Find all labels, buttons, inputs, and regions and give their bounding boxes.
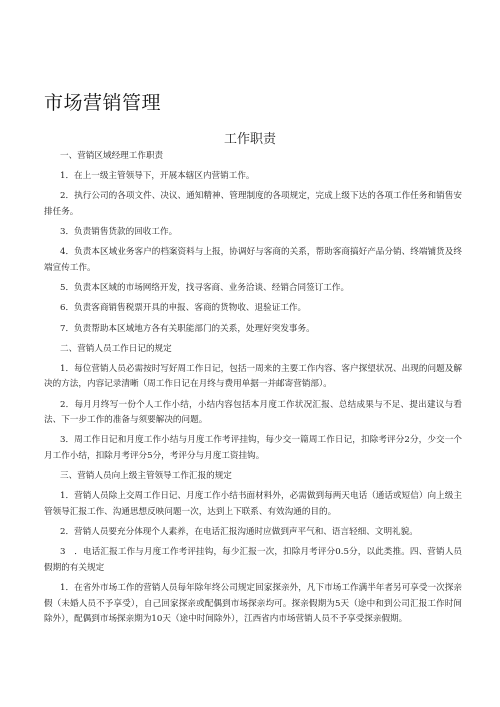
paragraph-item: 3．周工作日记和月度工作小结与月度工作考评挂钩，每少交一篇周工作日记，扣除考评分2分，少交一个月工作小结，扣除月考评分5分，考评分与月度工资挂钩。 xyxy=(44,435,462,462)
paragraph-heading: 二、营销人员工作日记的规定 xyxy=(60,343,172,354)
paragraph-item: 1．在上一级主管领导下，开展本辖区内营销工作。 xyxy=(60,171,255,182)
paragraph-heading: 三、营销人员向上级主管领导工作汇报的规定 xyxy=(60,471,232,482)
paragraph-heading: 一、营销区域经理工作职责 xyxy=(60,151,164,161)
section-heading: 工作职责 xyxy=(223,132,276,147)
document-body xyxy=(44,149,462,633)
paragraph-item: 3．负责销售货款的回收工作。 xyxy=(60,227,178,238)
paragraph-item: 4．负责本区域业务客户的档案资料与上报，协调好与客商的关系，帮助客商搞好产品分销、终端铺货及终端宣传工作。 xyxy=(44,247,462,273)
paragraph-item: 3 ．电话汇报工作与月度工作考评挂钩，每少汇报一次，扣除月考评分0.5分，以此类推。四、营销人员假期的有关规定 xyxy=(44,547,462,573)
paragraph-item: 6．负责客商销售税票开具的申报、客商的货物收、退验证工作。 xyxy=(60,303,307,314)
paragraph-item: 1．营销人员除上交周工作日记、月度工作小结书面材料外，必需做到每两天电话（通话或短信）向上级主管领导汇报工作、沟通思想反映问题一次，达到上下联系、有效沟通的目的。 xyxy=(44,491,462,517)
document-title: 市场营销管理 xyxy=(44,92,162,114)
paragraph-item: 7．负责帮助本区域地方各有关职能部门的关系，处理好突发事务。 xyxy=(60,323,315,334)
paragraph-item: 1．每位营销人员必需按时写好周工作日记，包括一周来的主要工作内容、客户探望状况、出现的问题及解决的方法，内容记录清晰（周工作日记在月终与费用单据一并邮寄营销部）。 xyxy=(44,363,462,390)
paragraph-item: 1．在省外市场工作的营销人员每年除年终公司规定回家探亲外，凡下市场工作满半年者另可享受一次探亲假（未婚人员不予享受），自己回家探亲或配偶到市场探亲均可。探亲假期为5天（途中和到公司汇报工作时间除外），配偶到市场探亲期为10天（途中时间除外），江西省内市场营销人员不予享受探亲假期。 xyxy=(44,583,462,625)
paragraph-item: 2．执行公司的各项文件、决议、通知精神、管理制度的各项规定，完成上级下达的各项工作任务和销售安排任务。 xyxy=(44,191,462,217)
paragraph-item: 5．负责本区域的市场网络开发，找寻客商、业务洽谈、经销合同签订工作。 xyxy=(60,283,350,294)
paragraph-item: 2．每月月终写一份个人工作小结，小结内容包括本月度工作状况汇报、总结成果与不足、提出建议与看法、下一步工作的准备与须要解决的问题。 xyxy=(44,399,462,426)
paragraph-item: 2．营销人员要充分体现个人素养，在电话汇报沟通时应做到声平气和、语言轻细、文明礼貌。 xyxy=(60,527,418,538)
